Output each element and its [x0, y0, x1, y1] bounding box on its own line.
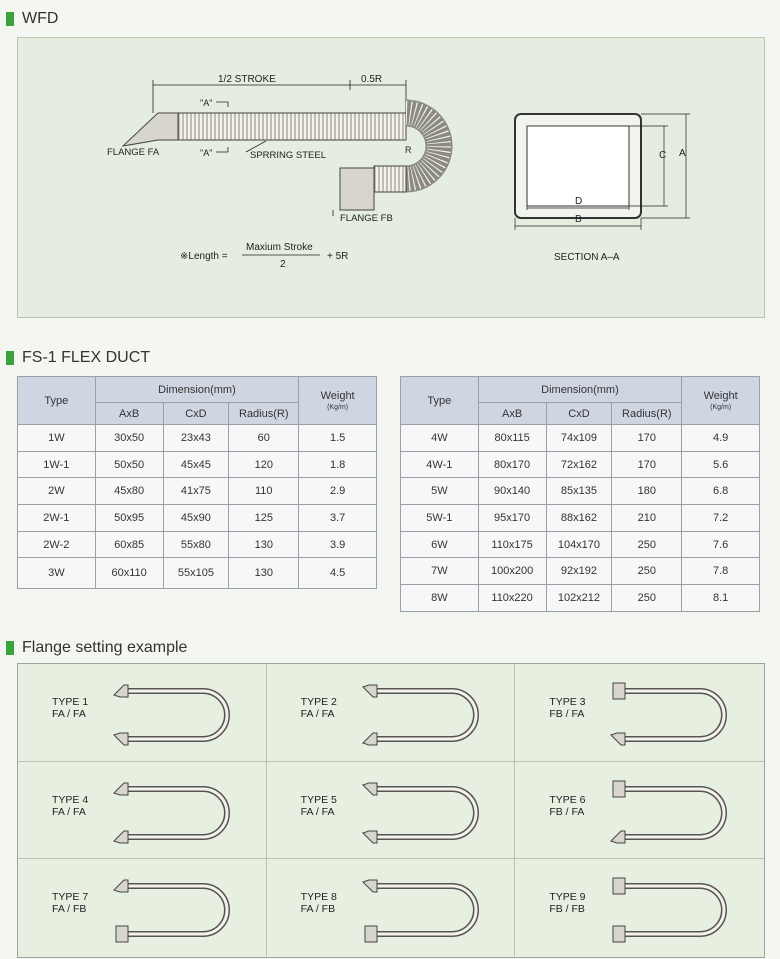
cell-cxd: 41x75: [163, 478, 229, 505]
header-weight-label: Weight: [703, 390, 738, 402]
cell-axb: 110x175: [478, 531, 546, 558]
u-duct-icon: [605, 679, 735, 749]
half-stroke-label: 1/2 STROKE: [218, 74, 276, 85]
flange-type-name: TYPE 4: [52, 793, 89, 806]
cell-weight: 1.5: [299, 425, 377, 452]
flange-type-name: TYPE 8: [300, 891, 337, 904]
u-duct-icon: [357, 874, 487, 944]
cell-type: 4W-1: [401, 451, 479, 478]
u-duct-icon: [108, 777, 238, 847]
cell-cxd: 74x109: [546, 425, 612, 452]
section-title-text: WFD: [22, 10, 59, 27]
u-duct-icon: [108, 874, 238, 944]
cell-axb: 95x170: [478, 505, 546, 532]
cell-type: 2W: [18, 478, 96, 505]
cell-axb: 60x110: [95, 558, 163, 589]
cell-radius: 170: [612, 451, 682, 478]
cell-type: 6W: [401, 531, 479, 558]
cell-cxd: 72x162: [546, 451, 612, 478]
formula-denominator: 2: [280, 259, 286, 270]
table-row: [401, 505, 760, 532]
cell-cxd: 92x192: [546, 558, 612, 585]
cell-radius: 180: [612, 478, 682, 505]
cell-weight: 8.1: [682, 585, 760, 612]
header-radius: Radius(R): [612, 403, 682, 425]
cell-cxd: 45x45: [163, 451, 229, 478]
cell-radius: 250: [612, 558, 682, 585]
table-row: [18, 478, 377, 505]
spring-steel-label: SPRRING STEEL: [250, 150, 327, 161]
cell-type: 1W: [18, 425, 96, 452]
cell-axb: 45x80: [95, 478, 163, 505]
cell-cxd: 23x43: [163, 425, 229, 452]
section-title-flange: [6, 636, 187, 660]
cell-cxd: 88x162: [546, 505, 612, 532]
cell-axb: 30x50: [95, 425, 163, 452]
section-title-fs1: [6, 346, 150, 370]
table-row: [401, 451, 760, 478]
flange-type-cell: [267, 664, 516, 762]
cell-weight: 7.2: [682, 505, 760, 532]
cell-type: 7W: [401, 558, 479, 585]
table-row: [18, 425, 377, 452]
cell-type: 5W-1: [401, 505, 479, 532]
dim-a-label: A: [679, 148, 686, 159]
u-duct-icon: [108, 679, 238, 749]
section-arrow-top-icon: [216, 102, 228, 107]
cell-weight: 7.6: [682, 531, 760, 558]
flange-type-name: TYPE 2: [300, 696, 337, 708]
cell-type: 4W: [401, 425, 479, 452]
cell-radius: 170: [612, 425, 682, 452]
table-row: [401, 478, 760, 505]
r-label: R: [405, 145, 412, 155]
header-type: Type: [401, 377, 479, 425]
flange-type-cell: [267, 859, 516, 957]
flange-type-combo: FB / FA: [549, 805, 585, 818]
cell-radius: 130: [229, 531, 299, 558]
table-row: [18, 531, 377, 558]
section-title-text: FS-1 FLEX DUCT: [22, 349, 151, 366]
cell-type: 1W-1: [18, 451, 96, 478]
flange-type-cell: [18, 664, 267, 762]
flange-type-cell: [515, 762, 764, 860]
flange-type-cell: [18, 859, 267, 957]
wfd-diagram: [18, 38, 766, 319]
flange-type-combo: FA / FA: [300, 708, 335, 720]
flange-fa-label: FLANGE FA: [107, 147, 160, 158]
flange-fb-label: FLANGE FB: [340, 213, 393, 224]
cell-weight: 2.9: [299, 478, 377, 505]
flex-duct-table-right: [400, 376, 760, 612]
header-dimension: Dimension(mm): [478, 377, 682, 403]
cell-weight: 3.7: [299, 505, 377, 532]
cell-axb: 80x115: [478, 425, 546, 452]
formula-suffix: + 5R: [327, 251, 349, 262]
flange-type-combo: FA / FB: [52, 903, 87, 916]
header-weight-unit: (Kg/m): [327, 404, 349, 411]
flange-type-name: TYPE 9: [549, 891, 586, 904]
cell-axb: 90x140: [478, 478, 546, 505]
flange-type-combo: FB / FA: [549, 708, 585, 720]
cell-weight: 4.5: [299, 558, 377, 589]
cell-cxd: 45x90: [163, 505, 229, 532]
section-title-text: Flange setting example: [22, 639, 188, 656]
u-duct-icon: [357, 679, 487, 749]
cell-radius: 130: [229, 558, 299, 589]
section-marker-top: "A": [200, 98, 213, 108]
flange-type-combo: FA / FA: [52, 708, 86, 720]
cell-axb: 80x170: [478, 451, 546, 478]
flange-type-name: TYPE 3: [549, 696, 586, 708]
flange-type-cell: [515, 664, 764, 762]
table-row: [18, 451, 377, 478]
cell-weight: 4.9: [682, 425, 760, 452]
cell-cxd: 85x135: [546, 478, 612, 505]
section-marker-bottom: "A": [200, 148, 213, 158]
table-row: [401, 425, 760, 452]
section-title-wfd: [6, 7, 58, 31]
formula-numerator: Maxium Stroke: [246, 242, 313, 253]
header-radius: Radius(R): [229, 403, 299, 425]
cell-axb: 50x95: [95, 505, 163, 532]
table-row: [401, 558, 760, 585]
table-row: [18, 505, 377, 532]
cell-radius: 250: [612, 585, 682, 612]
cell-cxd: 102x212: [546, 585, 612, 612]
cell-radius: 125: [229, 505, 299, 532]
radius-label: 0.5R: [361, 74, 383, 85]
cell-cxd: 55x80: [163, 531, 229, 558]
section-arrow-bottom-icon: [216, 147, 228, 152]
cell-type: 8W: [401, 585, 479, 612]
flange-type-name: TYPE 6: [549, 793, 586, 806]
header-cxd: CxD: [546, 403, 612, 425]
header-axb: AxB: [95, 403, 163, 425]
flange-type-cell: [515, 859, 764, 957]
cell-radius: 250: [612, 531, 682, 558]
cell-axb: 100x200: [478, 558, 546, 585]
flex-duct-table-left: [17, 376, 377, 589]
section-aa-label: SECTION A–A: [554, 252, 620, 263]
flange-type-combo: FA / FA: [300, 805, 335, 818]
cell-type: 2W-2: [18, 531, 96, 558]
cell-weight: 1.8: [299, 451, 377, 478]
u-duct-icon: [605, 777, 735, 847]
cell-type: 2W-1: [18, 505, 96, 532]
green-bullet-icon: [6, 641, 14, 655]
table-row: [18, 558, 377, 589]
section-inner-rect: [527, 126, 629, 206]
flange-type-combo: FB / FB: [549, 903, 585, 916]
cell-weight: 7.8: [682, 558, 760, 585]
cell-cxd: 55x105: [163, 558, 229, 589]
u-duct-icon: [605, 874, 735, 944]
cell-cxd: 104x170: [546, 531, 612, 558]
cell-axb: 60x85: [95, 531, 163, 558]
flange-type-cell: [267, 762, 516, 860]
dim-d-label: D: [575, 196, 583, 207]
flange-type-name: TYPE 1: [52, 696, 89, 708]
cell-weight: 3.9: [299, 531, 377, 558]
flange-type-cell: [18, 762, 267, 860]
header-type: Type: [18, 377, 96, 425]
cell-weight: 6.8: [682, 478, 760, 505]
u-duct-icon: [357, 777, 487, 847]
green-bullet-icon: [6, 12, 14, 26]
bellows-straight: [178, 113, 406, 140]
flange-type-name: TYPE 5: [300, 793, 337, 806]
header-cxd: CxD: [163, 403, 229, 425]
flange-type-combo: FA / FB: [300, 903, 336, 916]
header-weight-label: Weight: [320, 390, 355, 402]
header-weight-unit: (Kg/m): [710, 404, 732, 411]
header-dimension: Dimension(mm): [95, 377, 299, 403]
cell-radius: 60: [229, 425, 299, 452]
cell-radius: 210: [612, 505, 682, 532]
cell-weight: 5.6: [682, 451, 760, 478]
dim-b-label: B: [575, 214, 582, 225]
dim-c-label: C: [659, 150, 667, 161]
cell-radius: 110: [229, 478, 299, 505]
table-row: [401, 585, 760, 612]
cell-axb: 50x50: [95, 451, 163, 478]
flange-type-name: TYPE 7: [52, 891, 89, 904]
flange-fa-shape: [123, 113, 178, 146]
formula-prefix: ※Length =: [180, 251, 228, 262]
wfd-diagram-panel: [17, 37, 765, 318]
green-bullet-icon: [6, 351, 14, 365]
cell-type: 5W: [401, 478, 479, 505]
flange-type-combo: FA / FA: [52, 805, 86, 818]
cell-axb: 110x220: [478, 585, 546, 612]
flange-fb-shape: [340, 168, 374, 210]
header-weight: [299, 377, 377, 425]
header-axb: AxB: [478, 403, 546, 425]
flange-setting-grid: [17, 663, 765, 958]
cell-type: 3W: [18, 558, 96, 589]
table-row: [401, 531, 760, 558]
cell-radius: 120: [229, 451, 299, 478]
header-weight: [682, 377, 760, 425]
